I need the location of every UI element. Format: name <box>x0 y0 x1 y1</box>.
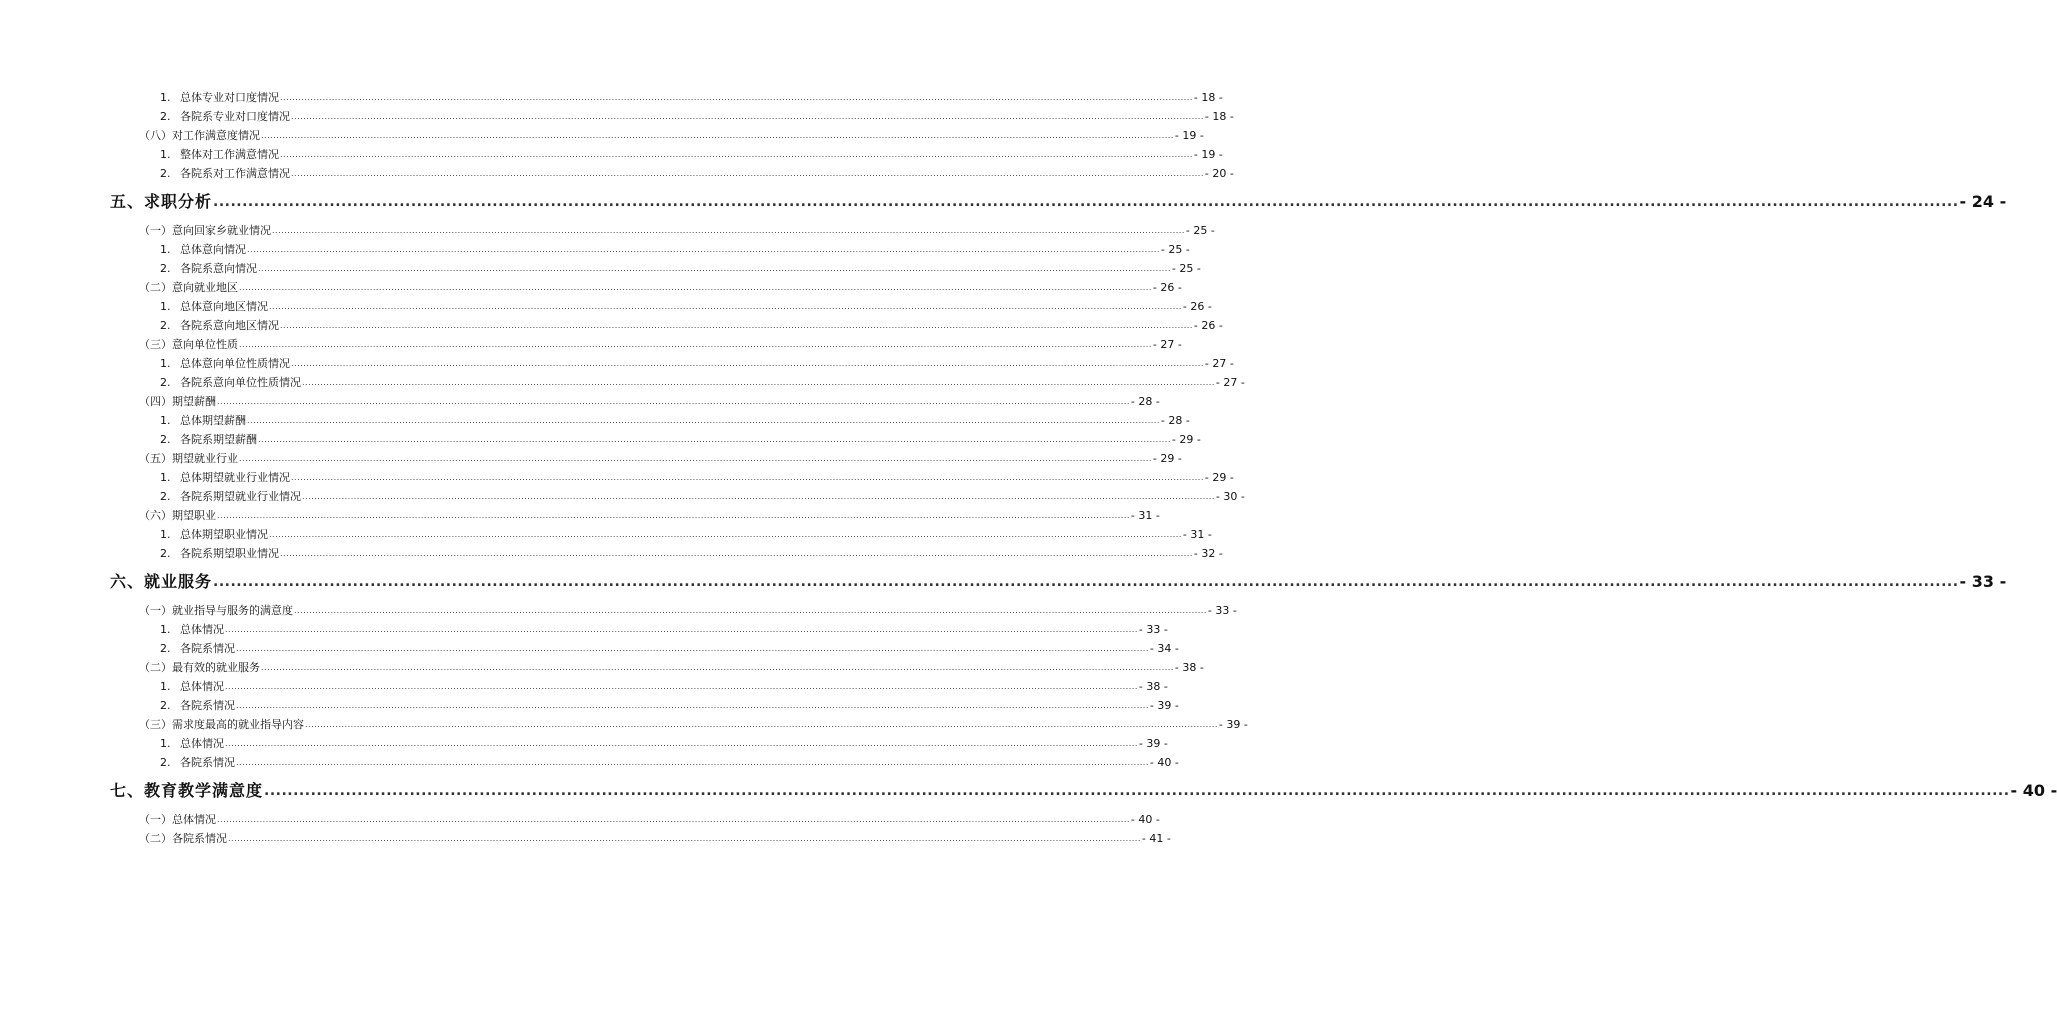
toc-entry-number: 2. <box>160 319 171 332</box>
toc-entry-title <box>160 677 224 696</box>
toc-entry-title <box>160 164 290 183</box>
toc-entry-title: （二）各院系情况 <box>139 832 227 845</box>
toc-subsection-entry[interactable] <box>0 430 1201 449</box>
toc-page-number: - 20 - <box>1204 167 1234 180</box>
toc-entry-number: 2. <box>160 547 171 560</box>
dot-leader: ............................................................................................................................................................................................................................................................................................................ <box>247 245 1160 254</box>
toc-page-number: - 34 - <box>1149 642 1179 655</box>
toc-page-number: - 41 - <box>1141 832 1171 845</box>
toc-entry-number: 1. <box>160 680 171 693</box>
toc-section-entry[interactable] <box>0 335 1182 354</box>
toc-entry-text: 各院系期望职业情况 <box>180 547 279 560</box>
toc-subsection-entry[interactable] <box>0 297 1212 316</box>
toc-section-entry[interactable] <box>0 658 1204 677</box>
toc-entry-title <box>160 753 235 772</box>
toc-subsection-entry[interactable] <box>0 316 1223 335</box>
toc-entry-title <box>160 487 301 506</box>
toc-entry-text: 总体意向地区情况 <box>180 300 268 313</box>
toc-entry-number: 1. <box>160 528 171 541</box>
toc-entry-number: 1. <box>160 148 171 161</box>
toc-entry-title: 六、就业服务 <box>110 572 213 591</box>
toc-entry-title <box>160 373 301 392</box>
toc-entry-number: 2. <box>160 167 171 180</box>
toc-section-entry[interactable] <box>0 126 1204 145</box>
toc-subsection-entry[interactable] <box>0 525 1212 544</box>
toc-entry-title <box>160 639 235 658</box>
toc-page-number: - 19 - <box>1174 129 1204 142</box>
toc-page-number: - 40 - <box>1130 813 1160 826</box>
toc-entry-title <box>160 145 279 164</box>
toc-entry-text: 整体对工作满意情况 <box>180 148 279 161</box>
toc-entry-text: 各院系情况 <box>180 756 235 769</box>
toc-entry-title: （二）最有效的就业服务 <box>139 661 260 674</box>
toc-entry-number: 2. <box>160 376 171 389</box>
dot-leader: ............................................................................................................................................................................................................................................................................................................ <box>269 302 1182 311</box>
toc-subsection-entry[interactable] <box>0 164 1234 183</box>
dot-leader: ............................................................................................................................................................................................................................................................................................................ <box>261 663 1174 672</box>
toc-entry-text: 总体期望就业行业情况 <box>180 471 290 484</box>
table-of-contents <box>0 88 2057 848</box>
toc-page-number: - 25 - <box>1171 262 1201 275</box>
toc-entry-title: （一）意向回家乡就业情况 <box>139 224 271 237</box>
toc-page-number: - 32 - <box>1193 547 1223 560</box>
toc-subsection-entry[interactable] <box>0 639 1179 658</box>
dot-leader: ............................................................................................................................................................................................................................................................................................................ <box>302 492 1215 501</box>
toc-subsection-entry[interactable] <box>0 145 1223 164</box>
dot-leader: ............................................................................................................................................................................................................................................................................................................ <box>213 574 1959 590</box>
toc-entry-title <box>160 430 257 449</box>
toc-page-number: - 18 - <box>1193 91 1223 104</box>
toc-page-number: - 39 - <box>1149 699 1179 712</box>
dot-leader: ............................................................................................................................................................................................................................................................................................................ <box>225 625 1138 634</box>
toc-subsection-entry[interactable] <box>0 620 1168 639</box>
dot-leader: ............................................................................................................................................................................................................................................................................................................ <box>225 739 1138 748</box>
dot-leader: ............................................................................................................................................................................................................................................................................................................ <box>305 720 1218 729</box>
toc-entry-number: 1. <box>160 414 171 427</box>
toc-entry-title <box>160 88 279 107</box>
dot-leader: ............................................................................................................................................................................................................................................................................................................ <box>280 93 1193 102</box>
toc-entry-title <box>160 259 257 278</box>
toc-page-number: - 38 - <box>1138 680 1168 693</box>
toc-entry-title <box>160 696 235 715</box>
toc-entry-number: 1. <box>160 471 171 484</box>
toc-page-number: - 33 - <box>1959 572 2007 591</box>
toc-entry-title: （八）对工作满意度情况 <box>139 129 260 142</box>
toc-entry-number: 1. <box>160 623 171 636</box>
toc-entry-text: 各院系意向地区情况 <box>180 319 279 332</box>
toc-entry-number: 1. <box>160 243 171 256</box>
toc-subsection-entry[interactable] <box>0 107 1234 126</box>
toc-entry-number: 2. <box>160 699 171 712</box>
toc-chapter-entry[interactable] <box>0 183 2007 221</box>
toc-entry-text: 各院系情况 <box>180 642 235 655</box>
toc-entry-text: 各院系情况 <box>180 699 235 712</box>
toc-subsection-entry[interactable] <box>0 753 1179 772</box>
toc-entry-title <box>160 107 290 126</box>
toc-page-number: - 31 - <box>1130 509 1160 522</box>
toc-entry-title: 五、求职分析 <box>110 192 213 211</box>
toc-page-number: - 40 - <box>2010 781 2057 800</box>
toc-entry-text: 各院系意向情况 <box>180 262 257 275</box>
toc-entry-text: 总体情况 <box>180 737 224 750</box>
toc-page-number: - 38 - <box>1174 661 1204 674</box>
toc-subsection-entry[interactable] <box>0 487 1245 506</box>
toc-page-number: - 40 - <box>1149 756 1179 769</box>
toc-entry-title <box>160 354 290 373</box>
dot-leader: ............................................................................................................................................................................................................................................................................................................ <box>239 454 1152 463</box>
toc-entry-text: 总体期望薪酬 <box>180 414 246 427</box>
toc-page-number: - 33 - <box>1207 604 1237 617</box>
toc-entry-number: 2. <box>160 262 171 275</box>
dot-leader: ............................................................................................................................................................................................................................................................................................................ <box>247 416 1160 425</box>
toc-entry-text: 各院系意向单位性质情况 <box>180 376 301 389</box>
toc-page-number: - 26 - <box>1193 319 1223 332</box>
toc-page-number: - 27 - <box>1204 357 1234 370</box>
toc-page-number: - 27 - <box>1152 338 1182 351</box>
toc-subsection-entry[interactable] <box>0 411 1190 430</box>
toc-entry-title <box>160 525 268 544</box>
toc-page-number: - 31 - <box>1182 528 1212 541</box>
toc-section-entry[interactable] <box>0 829 1171 848</box>
dot-leader: ............................................................................................................................................................................................................................................................................................................ <box>225 682 1138 691</box>
toc-entry-title <box>160 411 246 430</box>
toc-page-number: - 25 - <box>1160 243 1190 256</box>
toc-entry-number: 1. <box>160 91 171 104</box>
toc-subsection-entry[interactable] <box>0 373 1245 392</box>
toc-entry-title: （三）需求度最高的就业指导内容 <box>139 718 304 731</box>
toc-section-entry[interactable] <box>0 506 1160 525</box>
dot-leader: ............................................................................................................................................................................................................................................................................................................ <box>291 359 1204 368</box>
toc-page-number: - 24 - <box>1959 192 2007 211</box>
toc-entry-title: （二）意向就业地区 <box>139 281 238 294</box>
toc-page-number: - 28 - <box>1160 414 1190 427</box>
dot-leader: ............................................................................................................................................................................................................................................................................................................ <box>261 131 1174 140</box>
toc-page-number: - 33 - <box>1138 623 1168 636</box>
toc-page-number: - 25 - <box>1185 224 1215 237</box>
toc-entry-text: 各院系对工作满意情况 <box>180 167 290 180</box>
toc-entry-text: 各院系期望就业行业情况 <box>180 490 301 503</box>
toc-entry-title <box>160 544 279 563</box>
dot-leader: ............................................................................................................................................................................................................................................................................................................ <box>280 150 1193 159</box>
dot-leader: ............................................................................................................................................................................................................................................................................................................ <box>280 321 1193 330</box>
toc-chapter-entry[interactable] <box>0 772 2057 810</box>
dot-leader: ............................................................................................................................................................................................................................................................................................................ <box>217 397 1130 406</box>
toc-entry-text: 各院系专业对口度情况 <box>180 110 290 123</box>
dot-leader: ............................................................................................................................................................................................................................................................................................................ <box>272 226 1185 235</box>
toc-entry-title <box>160 297 268 316</box>
toc-entry-title: （一）总体情况 <box>139 813 216 826</box>
toc-page-number: - 29 - <box>1152 452 1182 465</box>
dot-leader: ............................................................................................................................................................................................................................................................................................................ <box>258 435 1171 444</box>
dot-leader: ............................................................................................................................................................................................................................................................................................................ <box>258 264 1171 273</box>
dot-leader: ............................................................................................................................................................................................................................................................................................................ <box>236 701 1149 710</box>
toc-entry-number: 1. <box>160 357 171 370</box>
toc-entry-title: （五）期望就业行业 <box>139 452 238 465</box>
toc-entry-title <box>160 316 279 335</box>
toc-entry-title <box>160 468 290 487</box>
toc-section-entry[interactable] <box>0 278 1182 297</box>
dot-leader: ............................................................................................................................................................................................................................................................................................................ <box>239 283 1152 292</box>
toc-section-entry[interactable] <box>0 392 1160 411</box>
toc-subsection-entry[interactable] <box>0 88 1223 107</box>
toc-entry-title <box>160 240 246 259</box>
toc-subsection-entry[interactable] <box>0 677 1168 696</box>
dot-leader: ............................................................................................................................................................................................................................................................................................................ <box>217 815 1130 824</box>
toc-entry-title <box>160 620 224 639</box>
toc-section-entry[interactable] <box>0 601 1237 620</box>
toc-page-number: - 18 - <box>1204 110 1234 123</box>
dot-leader: ............................................................................................................................................................................................................................................................................................................ <box>236 644 1149 653</box>
toc-subsection-entry[interactable] <box>0 544 1223 563</box>
toc-page-number: - 27 - <box>1215 376 1245 389</box>
toc-page-number: - 29 - <box>1204 471 1234 484</box>
toc-entry-title <box>160 734 224 753</box>
toc-entry-number: 1. <box>160 737 171 750</box>
dot-leader: ............................................................................................................................................................................................................................................................................................................ <box>264 783 2010 799</box>
dot-leader: ............................................................................................................................................................................................................................................................................................................ <box>239 340 1152 349</box>
toc-page-number: - 26 - <box>1152 281 1182 294</box>
toc-section-entry[interactable] <box>0 449 1182 468</box>
toc-subsection-entry[interactable] <box>0 734 1168 753</box>
toc-page-number: - 19 - <box>1193 148 1223 161</box>
toc-entry-title: 七、教育教学满意度 <box>110 781 264 800</box>
dot-leader: ............................................................................................................................................................................................................................................................................................................ <box>228 834 1141 843</box>
toc-page-number: - 30 - <box>1215 490 1245 503</box>
toc-entry-title: （四）期望薪酬 <box>139 395 216 408</box>
toc-chapter-entry[interactable] <box>0 563 2007 601</box>
toc-section-entry[interactable] <box>0 715 1248 734</box>
toc-entry-title: （一）就业指导与服务的满意度 <box>139 604 293 617</box>
toc-entry-number: 2. <box>160 433 171 446</box>
dot-leader: ............................................................................................................................................................................................................................................................................................................ <box>280 549 1193 558</box>
toc-page-number: - 26 - <box>1182 300 1212 313</box>
dot-leader: ............................................................................................................................................................................................................................................................................................................ <box>217 511 1130 520</box>
dot-leader: ............................................................................................................................................................................................................................................................................................................ <box>302 378 1215 387</box>
toc-entry-text: 各院系期望薪酬 <box>180 433 257 446</box>
toc-entry-title: （六）期望职业 <box>139 509 216 522</box>
toc-entry-text: 总体情况 <box>180 623 224 636</box>
dot-leader: ............................................................................................................................................................................................................................................................................................................ <box>291 473 1204 482</box>
toc-subsection-entry[interactable] <box>0 240 1190 259</box>
toc-page-number: - 28 - <box>1130 395 1160 408</box>
dot-leader: ............................................................................................................................................................................................................................................................................................................ <box>294 606 1207 615</box>
toc-page-number: - 39 - <box>1138 737 1168 750</box>
toc-entry-text: 总体期望职业情况 <box>180 528 268 541</box>
toc-page-number: - 39 - <box>1218 718 1248 731</box>
toc-section-entry[interactable] <box>0 221 1215 240</box>
dot-leader: ............................................................................................................................................................................................................................................................................................................ <box>291 112 1204 121</box>
toc-section-entry[interactable] <box>0 810 1160 829</box>
toc-entry-text: 总体意向情况 <box>180 243 246 256</box>
dot-leader: ............................................................................................................................................................................................................................................................................................................ <box>291 169 1204 178</box>
toc-entry-text: 总体情况 <box>180 680 224 693</box>
toc-entry-number: 2. <box>160 756 171 769</box>
dot-leader: ............................................................................................................................................................................................................................................................................................................ <box>213 194 1959 210</box>
toc-entry-text: 总体专业对口度情况 <box>180 91 279 104</box>
toc-entry-title: （三）意向单位性质 <box>139 338 238 351</box>
toc-entry-number: 2. <box>160 110 171 123</box>
toc-subsection-entry[interactable] <box>0 468 1234 487</box>
toc-entry-number: 2. <box>160 642 171 655</box>
toc-subsection-entry[interactable] <box>0 259 1201 278</box>
toc-subsection-entry[interactable] <box>0 354 1234 373</box>
toc-page-number: - 29 - <box>1171 433 1201 446</box>
toc-entry-number: 1. <box>160 300 171 313</box>
toc-entry-text: 总体意向单位性质情况 <box>180 357 290 370</box>
dot-leader: ............................................................................................................................................................................................................................................................................................................ <box>269 530 1182 539</box>
toc-subsection-entry[interactable] <box>0 696 1179 715</box>
dot-leader: ............................................................................................................................................................................................................................................................................................................ <box>236 758 1149 767</box>
toc-entry-number: 2. <box>160 490 171 503</box>
